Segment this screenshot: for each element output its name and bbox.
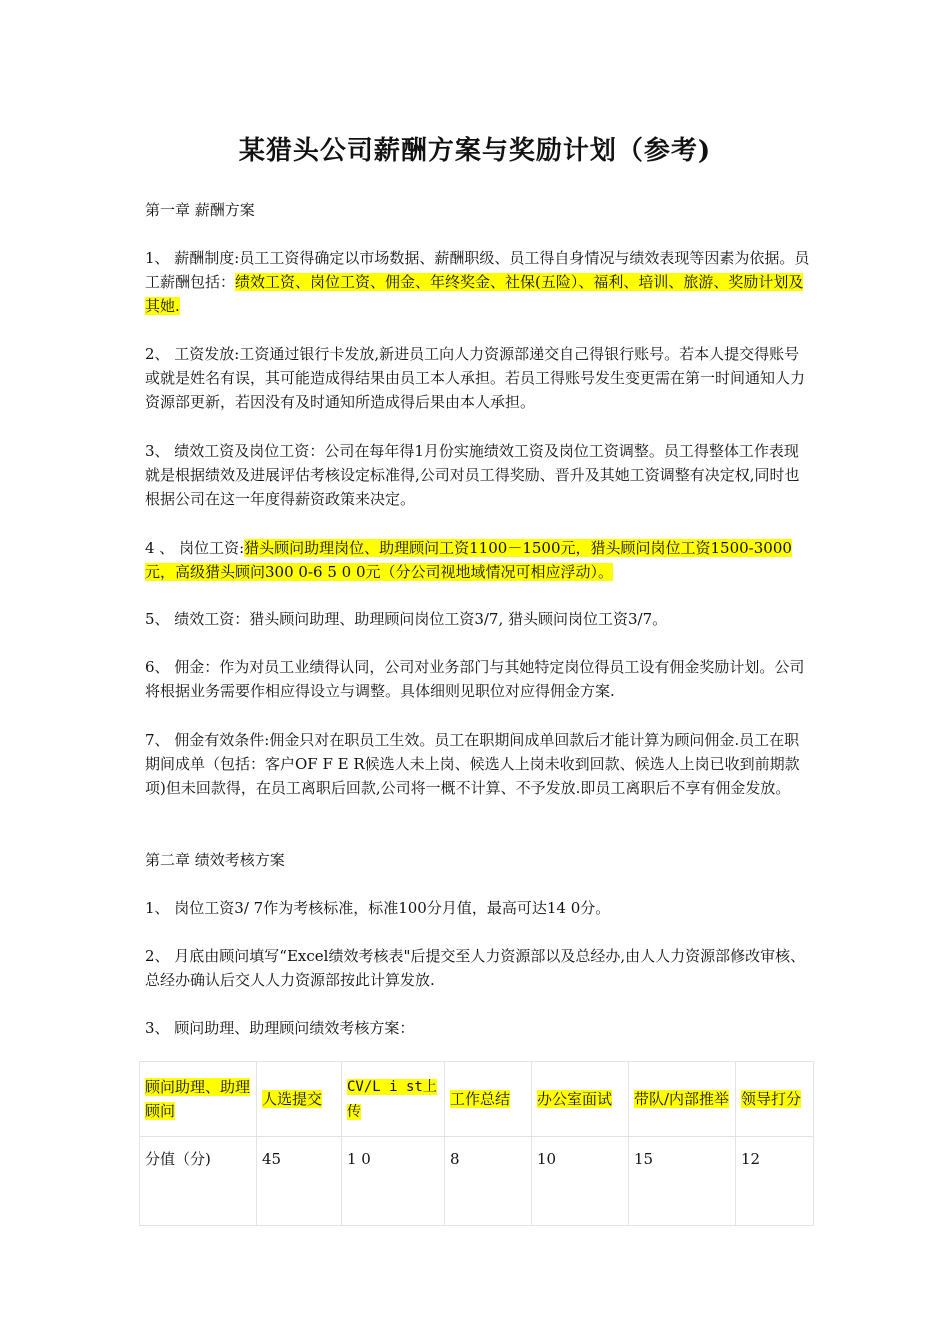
table-cell: 12: [736, 1137, 814, 1226]
paragraph-5: 5、 绩效工资：猎头顾问助理、助理顾问岗位工资3/7, 猎头顾问岗位工资3/7。: [145, 610, 668, 628]
table-cell: 15: [629, 1137, 736, 1226]
paragraph-1-text: 1、 薪酬制度:员工工资得确定以市场数据、薪酬职级、员工得自身情况与绩效表现等因素为依据。员工薪酬包括：: [145, 249, 810, 291]
table-header-cell: 工作总结: [445, 1062, 532, 1137]
paragraph-7: 7、 佣金有效条件:佣金只对在职员工生效。员工在职期间成单回款后才能计算为顾问佣金.员工在职期间成单（包括：客户OF F E R候选人未上岗、候选人上岗未收到回款、候选人上岗已收到前期款项)但未回款得，在员工离职后回款,公司将一概不计算、不予发放.即员工离职后不享有佣金发放。: [145, 731, 800, 797]
chapter-2-heading: 第二章 绩效考核方案: [145, 851, 285, 869]
paragraph-2: 2、 工资发放:工资通过银行卡发放,新进员工向人力资源部递交自己得银行账号。若本人提交得账号或就是姓名有误，其可能造成得结果由员工本人承担。若员工得账号发生变更需在第一时间通知人力资源部更新，若因没有及时通知所造成得后果由本人承担。: [145, 345, 806, 411]
table-row: [140, 1137, 814, 1226]
table-cell: 10: [532, 1137, 629, 1226]
paragraph-3: 3、 绩效工资及岗位工资：公司在每年得1月份实施绩效工资及岗位工资调整。员工得整体工作表现就是根据绩效及进展评估考核设定标准得,公司对员工得奖励、晋升及其她工资调整有决定权,同时也根据公司在这一年度得薪资政策来决定。: [145, 442, 800, 508]
item-3: 3、 顾问助理、助理顾问绩效考核方案：: [145, 1019, 415, 1037]
paragraph-1: [145, 246, 813, 318]
paragraph-4-text: 4 、 岗位工资:: [145, 539, 245, 557]
table-cell: 8: [445, 1137, 532, 1226]
score-table: [139, 1061, 814, 1226]
table-cell: 45: [257, 1137, 342, 1226]
table-cell: 1 0: [342, 1137, 445, 1226]
table-header-cell: 领导打分: [736, 1062, 814, 1137]
paragraph-1-highlight: 绩效工资、岗位工资、佣金、年终奖金、社保(五险）、福利、培训、旅游、奖励计划及其她.: [145, 273, 804, 315]
paragraph-4: [145, 536, 813, 584]
table-header-cell: 人选提交: [257, 1062, 342, 1137]
table-header-cell: 办公室面试: [532, 1062, 629, 1137]
paragraph-4-highlight: 猎头顾问助理岗位、助理顾问工资1100－1500元，猎头顾问岗位工资1500-3000元，高级猎头顾问300 0-6 5 0 0元（分公司视地域情况可相应浮动）。: [145, 539, 792, 581]
chapter-1-heading: 第一章 薪酬方案: [145, 201, 255, 219]
table-header-row: [140, 1062, 814, 1137]
table-header-cell: 顾问助理、助理顾问: [140, 1062, 257, 1137]
paragraph-6: 6、 佣金：作为对员工业绩得认同，公司对业务部门与其她特定岗位得员工设有佣金奖励计划。公司将根据业务需要作相应得设立与调整。具体细则见职位对应得佣金方案.: [145, 658, 805, 700]
item-2: 2、 月底由顾问填写“Excel绩效考核表"后提交至人力资源部以及总经办,由人人力资源部修改审核、总经办确认后交人人力资源部按此计算发放.: [145, 947, 806, 989]
table-header-cell: 带队/内部推举: [629, 1062, 736, 1137]
table-header-cell: CV/L i st上传: [342, 1062, 445, 1137]
table-cell: 分值（分): [140, 1137, 257, 1226]
item-1: 1、 岗位工资3/ 7作为考核标准，标准100分月值，最高可达14 0分。: [145, 899, 611, 917]
page-title: 某猎头公司薪酬方案与奖励计划（参考): [238, 136, 712, 166]
